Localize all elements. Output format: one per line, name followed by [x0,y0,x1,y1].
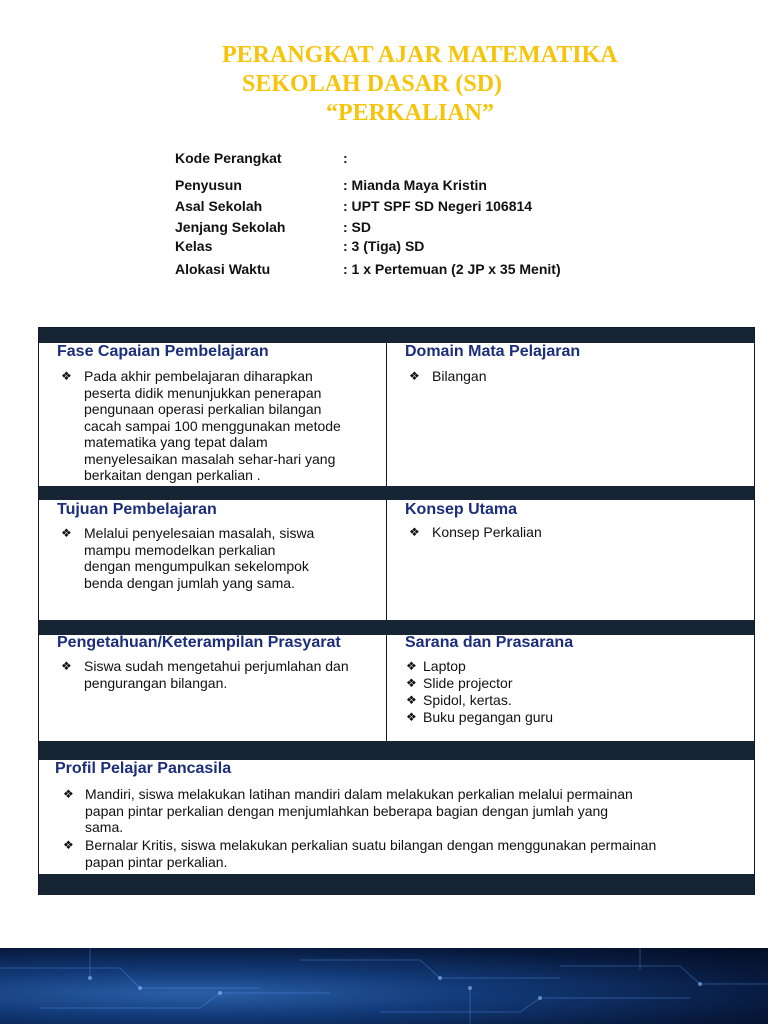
meta-value: : SD [343,219,371,235]
section-heading-domain: Domain Mata Pelajaran [405,343,581,360]
meta-label: Penyusun [175,177,242,193]
section-heading-profil: Profil Pelajar Pancasila [55,760,232,777]
tujuan-line: mampu memodelkan perkalian [84,541,276,558]
section-heading-sarana: Sarana dan Prasarana [405,634,574,651]
tujuan-line: dengan mengumpulkan sekelompok [84,558,309,574]
title-line-3: “PERKALIAN” [326,100,495,126]
bullet-icon: ❖ [61,659,72,673]
table-band [39,328,754,343]
prasyarat-line: Siswa sudah mengetahui perjumlahan dan [84,658,349,674]
bullet-icon: ❖ [63,787,74,801]
meta-label: Jenjang Sekolah [175,219,286,235]
meta-value: : UPT SPF SD Negeri 106814 [343,198,533,214]
sarana-item: Slide projector [423,675,513,691]
bullet-icon: ❖ [61,526,72,540]
fase-line: cacah sampai 100 menggunakan metode [84,417,341,434]
bullet-icon: ❖ [61,369,72,383]
section-heading-tujuan: Tujuan Pembelajaran [57,501,217,518]
meta-label: Kode Perangkat [175,150,282,166]
tujuan-paragraph [84,525,384,591]
profil-line: Mandiri, siswa melakukan latihan mandiri dalam melakukan perkalian melalui permainan [85,786,633,802]
prasyarat-paragraph [84,658,384,691]
prasyarat-line: pengurangan bilangan. [84,674,228,691]
decorative-footer-banner [0,948,768,1024]
profil-line: papan pintar perkalian. [85,853,228,870]
table-band [39,620,754,635]
sarana-item: Buku pegangan guru [423,709,553,725]
fase-line: pengunaan operasi perkalian bilangan [84,401,322,417]
curriculum-table [38,327,755,895]
sarana-item: Laptop [423,658,466,674]
circuit-pattern [0,948,768,1024]
meta-label: Alokasi Waktu [175,261,271,277]
table-band [39,741,754,760]
profil-item [85,786,745,836]
meta-label: Kelas [175,238,213,254]
tujuan-line: Melalui penyelesaian masalah, siswa [84,525,315,541]
fase-paragraph [84,368,386,484]
section-heading-fase: Fase Capaian Pembelajaran [57,343,269,360]
meta-value: : 1 x Pertemuan (2 JP x 35 Menit) [343,261,561,277]
fase-line: matematika yang tepat dalam [84,434,268,450]
section-heading-konsep: Konsep Utama [405,501,518,518]
section-heading-prasyarat: Pengetahuan/Keterampilan Prasyarat [57,634,341,651]
bullet-icon: ❖ [406,693,417,707]
meta-value: : 3 (Tiga) SD [343,238,425,254]
profil-item [85,837,765,870]
fase-line: Pada akhir pembelajaran diharapkan [84,368,313,384]
title-line-2: SEKOLAH DASAR (SD) [242,71,503,97]
tujuan-line: benda dengan jumlah yang sama. [84,574,295,591]
table-band [39,486,754,500]
bullet-icon: ❖ [406,659,417,673]
meta-value: : Mianda Maya Kristin [343,177,487,193]
bullet-icon: ❖ [63,838,74,852]
fase-line: peserta didik menunjukkan penerapan [84,384,322,401]
bullet-icon: ❖ [406,710,417,724]
profil-line: sama. [85,819,124,835]
domain-item: Bilangan [432,368,487,384]
sarana-item: Spidol, kertas. [423,692,512,708]
fase-line: berkaitan dengan perkalian . [84,467,261,483]
bullet-icon: ❖ [409,525,420,539]
fase-line: menyelesaikan masalah sehar-hari yang [84,450,336,467]
konsep-item: Konsep Perkalian [432,524,542,540]
table-band [39,874,754,895]
meta-label: Asal Sekolah [175,198,263,214]
profil-line: Bernalar Kritis, siswa melakukan perkalian suatu bilangan dengan menggunakan permainan [85,837,657,853]
bullet-icon: ❖ [409,369,420,383]
meta-value: : [343,150,348,166]
title-line-1: PERANGKAT AJAR MATEMATIKA [222,42,618,68]
profil-line: papan pintar perkalian dengan menjumlahkan beberapa bagian dengan jumlah yang [85,802,609,819]
bullet-icon: ❖ [406,676,417,690]
